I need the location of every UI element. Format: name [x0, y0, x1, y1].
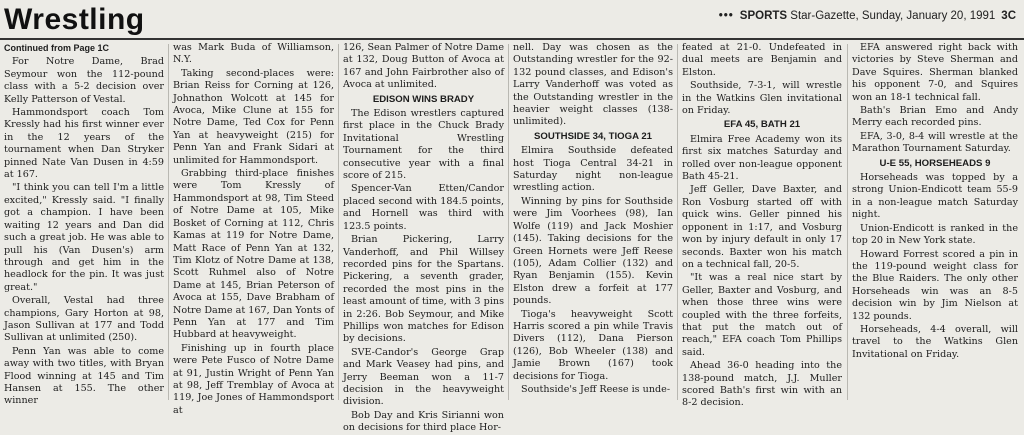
column-4 [513, 42, 673, 405]
paragraph: For Notre Dame, Brad Seymour won the 112-pound class with a 5-2 decision over Kelly Patterson of Vestal. [4, 56, 164, 105]
paper-date: Star-Gazette, Sunday, January 20, 1991 [790, 10, 996, 22]
dateline [719, 10, 1016, 22]
paragraph: Taking second-places were: Brian Reiss for Corning at 126, Johnathon Wolcott at 145 for Avoca, Mike Clune at 155 for Notre Dame, Ted Cox for Penn Yan at heavyweight (215) for Penn Yan and Frank Sidari at unlimited for Hammondsport. [173, 67, 334, 166]
column-divider [508, 44, 509, 400]
section-label: SPORTS [739, 10, 788, 22]
paragraph: Horseheads was topped by a strong Union-Endicott team 55-9 in a non-league match Saturday night. [852, 172, 1018, 221]
subhead-edison: EDISON WINS BRADY [372, 93, 475, 105]
paragraph: Southside's Jeff Reese is unde- [521, 383, 671, 395]
page-title: Wrestling [4, 3, 145, 36]
paragraph: EFA, 3-0, 8-4 will wrestle at the Marathon Tournament Saturday. [852, 130, 1018, 155]
paragraph: Finishing up in fourth place were Pete Fusco of Notre Dame at 91, Justin Wright of Penn Yan at 98, Jeff Tremblay of Avoca at 119, Joe Jones of Hammondsport at [173, 342, 334, 416]
paragraph: Horseheads, 4-4 overall, will travel to the Watkins Glen Invitational on Friday. [852, 323, 1018, 360]
paragraph: EFA answered right back with victories by Steve Sherman and Dave Squires. Sherman blanked his opponent 7-0, and Squires won an 18-1 technical fall. [852, 42, 1018, 103]
column-1 [4, 42, 164, 405]
paragraph: Penn Yan was able to come away with two titles, with Bryan Flood winning at 145 and Tim Hansen at 155. The other winner [4, 345, 164, 407]
paragraph: Winning by pins for Southside were Jim Voorhees (98), Ian Wolfe (119) and Jack Moshier (145). Taking decisions for the Green Hornets were Jeff Reese (105), Adam Collier (132) and Ryan Benjamin (155). Kevin Elston drew a forfeit at 177 pounds. [513, 195, 673, 307]
paragraph: Grabbing third-place finishes were Tom Kressly of Hammondsport at 98, Tim Steed of Notre Dame at 105, Mike Bosket of Corning at 112, Chris Kamas at 119 for Notre Dame, Matt Race of Penn Yan at 132, Tim Klotz of Notre Dame at 138, Scott Ruhmel also of Notre Dame at 145, Brian Peterson of Avoca at 155, Dave Brabham of Notre Dame at 167, Dan Yonts of Penn Yan at 177 and Tim Hubbard at heavyweight. [173, 168, 334, 341]
paragraph: Elmira Free Academy won its first six matches Saturday and rolled over non-league opponent Bath 45-21. [682, 133, 842, 183]
dateline-dots: ••• [718, 10, 734, 22]
paragraph: feated at 21-0. Undefeated in dual meets are Benjamin and Elston. [682, 42, 842, 78]
subhead-southside: SOUTHSIDE 34, TIOGA 21 [534, 130, 652, 142]
column-divider [168, 44, 169, 400]
column-5 [682, 42, 842, 409]
article-body [0, 42, 1024, 434]
paragraph: Bath's Brian Emo and Andy Merry each recorded pins. [852, 105, 1018, 129]
paragraph: 126, Sean Palmer of Notre Dame at 132, Doug Button of Avoca at 167 and John Fairbrother also of Avoca at unlimited. [343, 42, 504, 91]
column-3 [343, 42, 504, 434]
paragraph: nell. Day was chosen as the Outstanding wrestler for the 92-132 pound classes, and Edison's Larry Vanderhoff was voted as the Outstanding wrestler in the heavier weight classes (138-unlimited). [513, 42, 673, 128]
paragraph: was Mark Buda of Williamson, N.Y. [173, 42, 334, 66]
subhead-efa: EFA 45, BATH 21 [723, 119, 801, 131]
paragraph: Elmira Southside defeated host Tioga Central 34-21 in Saturday night non-league wrestling action. [513, 145, 673, 194]
paragraph: SVE-Candor's George Grap and Mark Veasey had pins, and Jerry Beeman won a 11-7 decision in the heavyweight division. [343, 346, 504, 408]
paragraph: Howard Forrest scored a pin in the 119-pound weight class for the Blue Raiders. The only other Horseheads win was an 8-5 decision win by Jim Nielson at 132 pounds. [852, 248, 1018, 322]
column-6 [852, 42, 1018, 405]
paragraph: Brian Pickering, Larry Vanderhoff, and Phil Willsey recorded pins for the Spartans. Pickering, a seventh grader, recorded the most pins in the least amount of time, with 3 pins in 2:26. Bob Seymour, and Mike Phillips won matches for Edison by decisions. [343, 234, 504, 345]
paragraph: Bob Day and Kris Sirianni won on decisions for third place Hor- [343, 409, 504, 434]
paragraph: Southside, 7-3-1, will wrestle in the Watkins Glen invitational on Friday. [682, 80, 842, 117]
paragraph: Spencer-Van Etten/Candor placed second with 184.5 points, and Hornell was third with 123.5 points. [343, 183, 504, 232]
column-divider [338, 44, 339, 400]
paragraph: "I think you can tell I'm a little excited," Kressly said. "I finally got a champion. I have been waiting 12 years and Dan did such a great job. He was able to pull his (Van Dusen's) arm through and get him in the headlock for the pin. It was just great." [4, 182, 164, 293]
paragraph: Ahead 36-0 heading into the 138-pound match, J.J. Muller scored Bath's first win with an 8-2 decision. [682, 360, 842, 409]
paragraph: The Edison wrestlers captured first place in the Chuck Brady Invitational Wrestling Tournament for the third consecutive year with a final score of 215. [343, 108, 504, 182]
header-rule [0, 38, 1024, 40]
paragraph: Tioga's heavyweight Scott Harris scored a pin while Travis Divers (112), Dana Pierson (126), Bob Wheeler (138) and Jamie Brown (167) took decisions for Tioga. [513, 308, 673, 382]
page-number: 3C [1001, 10, 1016, 22]
paragraph: Hammondsport coach Tom Kressly had his first winner ever in the 12 years of the tournament when Dan Stryker pinned Nate Van Dusen in 4:59 at 167. [4, 107, 164, 181]
paragraph: Jeff Geller, Dave Baxter, and Ron Vosburg started off with quick wins. Geller pinned his opponent in 1:17, and Vosburg won by injury default in only 17 seconds. Baxter won his match on a technical fall, 20-5. [682, 184, 842, 270]
column-divider [677, 44, 678, 400]
column-divider [847, 44, 848, 400]
paragraph: Overall, Vestal had three champions, Gary Horton at 98, Jason Sullivan at 177 and Todd Sullivan at unlimited (250). [4, 295, 164, 344]
paragraph: Union-Endicott is ranked in the top 20 in New York state. [852, 222, 1018, 247]
page-header [0, 0, 1024, 38]
column-2 [173, 42, 334, 416]
subhead-ue: U-E 55, HORSEHEADS 9 [879, 157, 991, 169]
paragraph: "It was a real nice start by Geller, Baxter and Vosburg, and when those three wins were coupled with the three forfeits, that put the match out of reach," EFA coach Tom Phillips said. [682, 272, 842, 358]
continued-line: Continued from Page 1C [4, 43, 110, 53]
